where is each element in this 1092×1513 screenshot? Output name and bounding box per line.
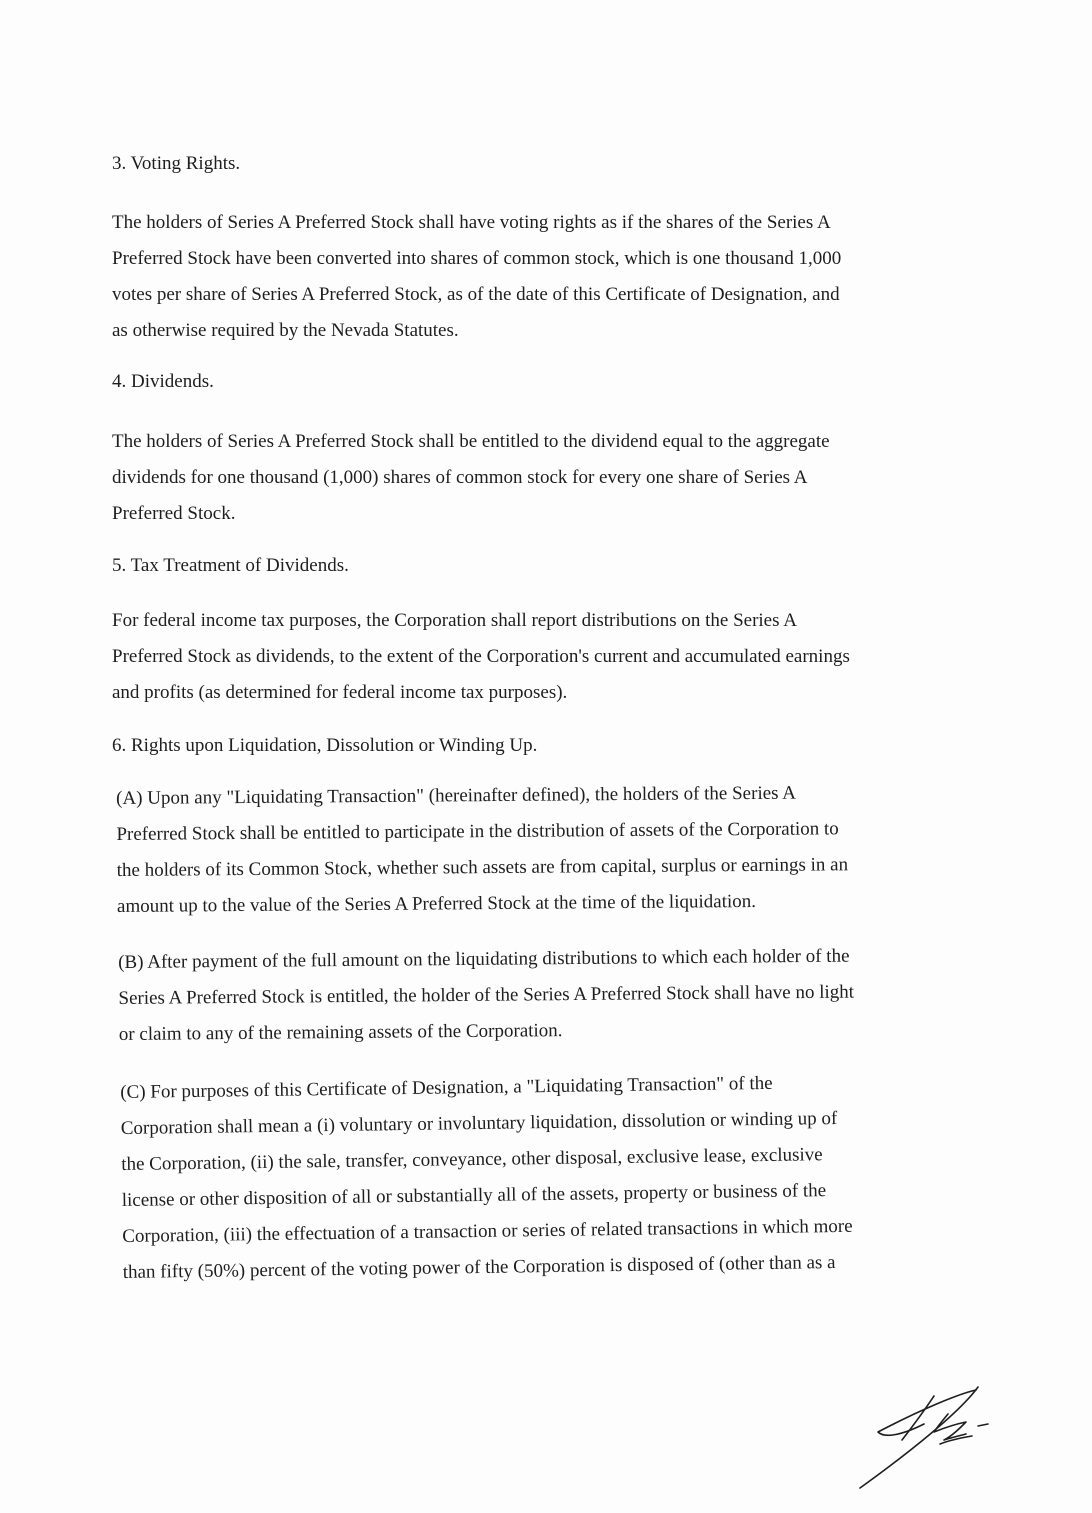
section-6-paragraph-b: [118, 938, 949, 1053]
text-line: or claim to any of the remaining assets of the Corporation.: [118, 1020, 563, 1045]
section-4-heading: 4. Dividends.: [112, 371, 214, 392]
text-line: amount up to the value of the Series A Preferred Stock at the time of the liquidation.: [116, 890, 757, 917]
text-line: than fifty (50%) percent of the voting power of the Corporation is disposed of (other than as a: [122, 1252, 836, 1283]
text-line: The holders of Series A Preferred Stock shall be entitled to the dividend equal to the aggregate: [112, 431, 830, 452]
text-line: (C) For purposes of this Certificate of Designation, a "Liquidating Transaction" of the: [120, 1072, 773, 1103]
text-line: Preferred Stock as dividends, to the extent of the Corporation's current and accumulated earnings: [112, 646, 850, 667]
signature-initials: [850, 1382, 1000, 1492]
section-6-paragraph-a: [116, 774, 947, 925]
text-line: Preferred Stock.: [112, 503, 236, 524]
text-line: Preferred Stock have been converted into shares of common stock, which is one thousand 1,000: [112, 248, 842, 269]
text-line: Corporation, (iii) the effectuation of a transaction or series of related transactions in which more: [122, 1215, 853, 1247]
section-5-paragraph: [112, 603, 942, 711]
text-line: For federal income tax purposes, the Corporation shall report distributions on the Series A: [112, 610, 797, 631]
section-3-heading: 3. Voting Rights.: [112, 153, 241, 174]
text-line: as otherwise required by the Nevada Statutes.: [112, 320, 459, 341]
text-line: Corporation shall mean a (i) voluntary or involuntary liquidation, dissolution or winding up of: [120, 1107, 838, 1139]
text-line: dividends for one thousand (1,000) shares of common stock for every one share of Series A: [112, 467, 808, 488]
text-line: The holders of Series A Preferred Stock shall have voting rights as if the shares of the Series A: [112, 212, 831, 233]
text-line: Preferred Stock shall be entitled to participate in the distribution of assets of the Corporation to: [116, 818, 839, 845]
text-line: (B) After payment of the full amount on the liquidating distributions to which each holder of the: [118, 945, 850, 973]
section-5-heading: 5. Tax Treatment of Dividends.: [112, 555, 349, 576]
section-6-heading: 6. Rights upon Liquidation, Dissolution or Winding Up.: [112, 735, 538, 756]
text-line: (A) Upon any "Liquidating Transaction" (hereinafter defined), the holders of the Series A: [116, 782, 797, 809]
section-4-paragraph: [112, 424, 942, 532]
text-line: the holders of its Common Stock, whether such assets are from capital, surplus or earnings in an: [116, 854, 849, 881]
text-line: Series A Preferred Stock is entitled, the holder of the Series A Preferred Stock shall have no light: [118, 981, 855, 1009]
section-3-paragraph: [112, 205, 942, 349]
text-line: votes per share of Series A Preferred Stock, as of the date of this Certificate of Designation, and: [112, 284, 840, 305]
section-6-paragraph-c: [120, 1063, 953, 1291]
text-line: the Corporation, (ii) the sale, transfer, conveyance, other disposal, exclusive lease, exclusive: [121, 1144, 823, 1175]
text-line: license or other disposition of all or substantially all of the assets, property or business of the: [121, 1180, 827, 1211]
text-line: and profits (as determined for federal income tax purposes).: [112, 682, 568, 703]
